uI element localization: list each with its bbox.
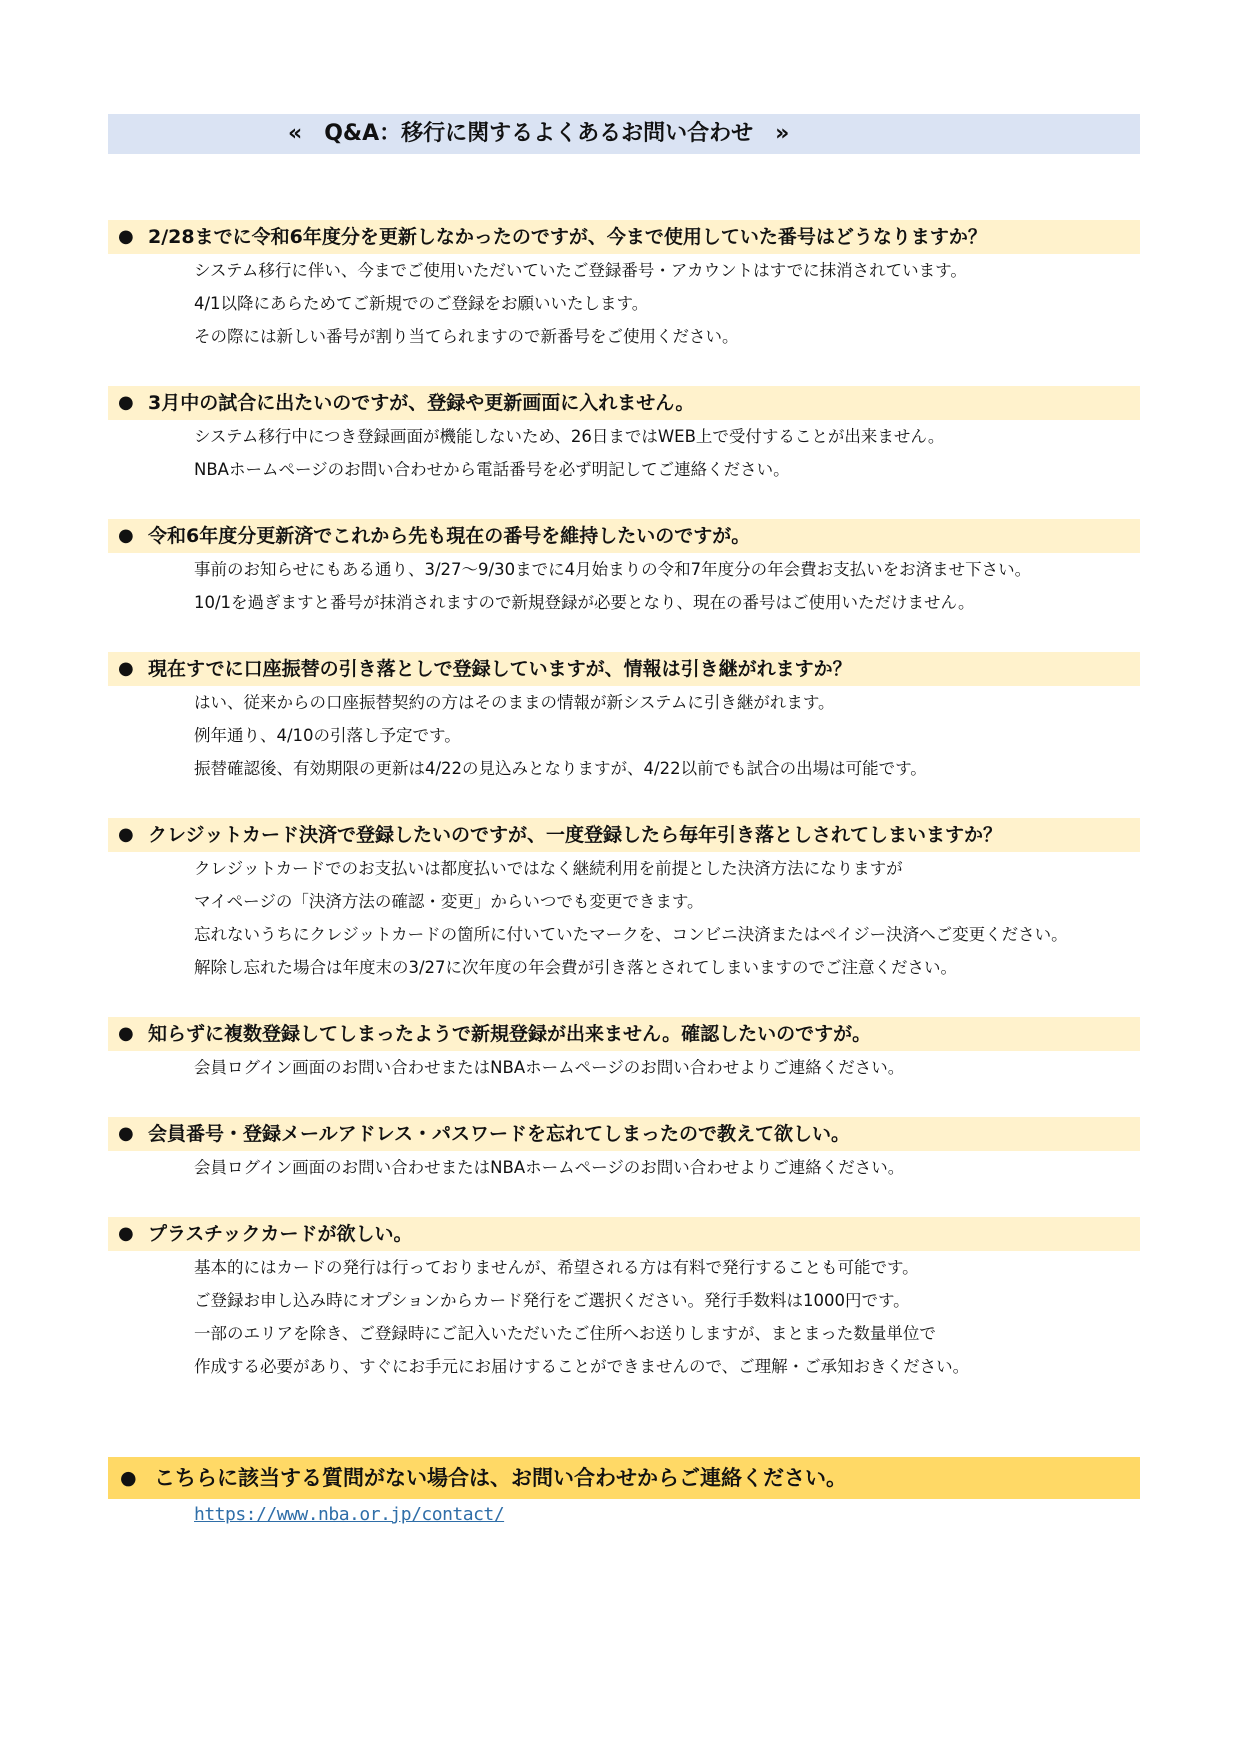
faq-item — [108, 519, 1140, 619]
faq-item — [108, 220, 1140, 353]
faq-question-bar — [108, 519, 1140, 553]
contact-message: こちらに該当する質問がない場合は、お問い合わせからご連絡ください。 — [154, 1466, 847, 1490]
faq-item — [108, 818, 1140, 984]
faq-item — [108, 386, 1140, 486]
faq-question-bar — [108, 1017, 1140, 1051]
contact-link[interactable]: https://www.nba.or.jp/contact/ — [194, 1504, 505, 1525]
bullet-icon: ● — [118, 392, 134, 413]
faq-question-bar — [108, 818, 1140, 852]
faq-item — [108, 1117, 1140, 1184]
faq-answer-line: 10/1を過ぎますと番号が抹消されますので新規登録が必要となり、現在の番号はご使用いただけません。 — [194, 593, 975, 612]
contact-bar — [108, 1457, 1140, 1499]
faq-question: 知らずに複数登録してしまったようで新規登録が出来ません。確認したいのですが。 — [148, 1023, 872, 1045]
faq-answer-line: クレジットカードでのお支払いは都度払いではなく継続利用を前提とした決済方法になりますが — [194, 859, 903, 878]
faq-answer-line: 作成する必要があり、すぐにお手元にお届けすることができませんので、ご理解・ご承知おきください。 — [194, 1357, 970, 1376]
faq-answer-line: 基本的にはカードの発行は行っておりませんが、希望される方は有料で発行することも可能です。 — [194, 1258, 919, 1277]
faq-answer-line: システム移行中につき登録画面が機能しないため、26日まではWEB上で受付することが出来ません。 — [194, 427, 945, 446]
faq-answer-line: マイページの「決済方法の確認・変更」からいつでも変更できます。 — [194, 892, 704, 911]
faq-answer-line: 事前のお知らせにもある通り、3/27～9/30までに4月始まりの令和7年度分の年会費お支払いをお済ませ下さい。 — [194, 560, 1032, 579]
faq-answer-line: ご登録お申し込み時にオプションからカード発行をご選択ください。発行手数料は1000円です。 — [194, 1291, 910, 1310]
faq-answer-line: 振替確認後、有効期限の更新は4/22の見込みとなりますが、4/22以前でも試合の出場は可能です。 — [194, 759, 927, 778]
faq-question-bar — [108, 386, 1140, 420]
faq-answer-line: 会員ログイン画面のお問い合わせまたはNBAホームページのお問い合わせよりご連絡ください。 — [194, 1158, 905, 1177]
bullet-icon: ● — [118, 1223, 134, 1244]
faq-answer-line: 一部のエリアを除き、ご登録時にご記入いただいたご住所へお送りしますが、まとまった数量単位で — [194, 1324, 936, 1343]
faq-answer-line: 解除し忘れた場合は年度末の3/27に次年度の年会費が引き落とされてしまいますのでご注意ください。 — [194, 958, 958, 977]
faq-answer-line: その際には新しい番号が割り当てられますので新番号をご使用ください。 — [194, 327, 739, 346]
page-title-bar — [108, 114, 1140, 154]
faq-question-bar — [108, 220, 1140, 254]
page-title: « Q&A：移行に関するよくあるお問い合わせ » — [288, 121, 790, 146]
faq-answer-line: NBAホームページのお問い合わせから電話番号を必ず明記してご連絡ください。 — [194, 460, 790, 479]
bullet-icon: ● — [118, 226, 134, 247]
bullet-icon: ● — [118, 1023, 134, 1044]
faq-question-bar — [108, 1217, 1140, 1251]
bullet-icon: ● — [118, 658, 134, 679]
faq-answer-line: 例年通り、4/10の引落し予定です。 — [194, 726, 461, 745]
bullet-icon: ● — [120, 1467, 137, 1489]
faq-item — [108, 1017, 1140, 1084]
faq-question: クレジットカード決済で登録したいのですが、一度登録したら毎年引き落としされてしまいますか？ — [148, 824, 1002, 846]
faq-answer-line: 会員ログイン画面のお問い合わせまたはNBAホームページのお問い合わせよりご連絡ください。 — [194, 1058, 905, 1077]
faq-question: 会員番号・登録メールアドレス・パスワードを忘れてしまったので教えて欲しい。 — [148, 1123, 851, 1145]
faq-question: 3月中の試合に出たいのですが、登録や更新画面に入れません。 — [148, 392, 695, 414]
bullet-icon: ● — [118, 1123, 134, 1144]
bullet-icon: ● — [118, 824, 134, 845]
faq-answer-line: 忘れないうちにクレジットカードの箇所に付いていたマークを、コンビニ決済またはペイジー決済へご変更ください。 — [194, 925, 1068, 944]
faq-question: プラスチックカードが欲しい。 — [148, 1223, 413, 1245]
faq-question-bar — [108, 1117, 1140, 1151]
faq-answer-line: システム移行に伴い、今までご使用いただいていたご登録番号・アカウントはすでに抹消されています。 — [194, 261, 967, 280]
faq-item — [108, 1217, 1140, 1383]
faq-question-bar — [108, 652, 1140, 686]
faq-answer-line: はい、従来からの口座振替契約の方はそのままの情報が新システムに引き継がれます。 — [194, 693, 835, 712]
faq-item — [108, 652, 1140, 785]
faq-answer-line: 4/1以降にあらためてご新規でのご登録をお願いいたします。 — [194, 294, 649, 313]
bullet-icon: ● — [118, 525, 134, 546]
faq-question: 2/28までに令和6年度分を更新しなかったのですが、今まで使用していた番号はどうなりますか？ — [148, 226, 987, 248]
faq-question: 現在すでに口座振替の引き落としで登録していますが、情報は引き継がれますか？ — [148, 658, 852, 680]
faq-question: 令和6年度分更新済でこれから先も現在の番号を維持したいのですが。 — [148, 525, 751, 547]
